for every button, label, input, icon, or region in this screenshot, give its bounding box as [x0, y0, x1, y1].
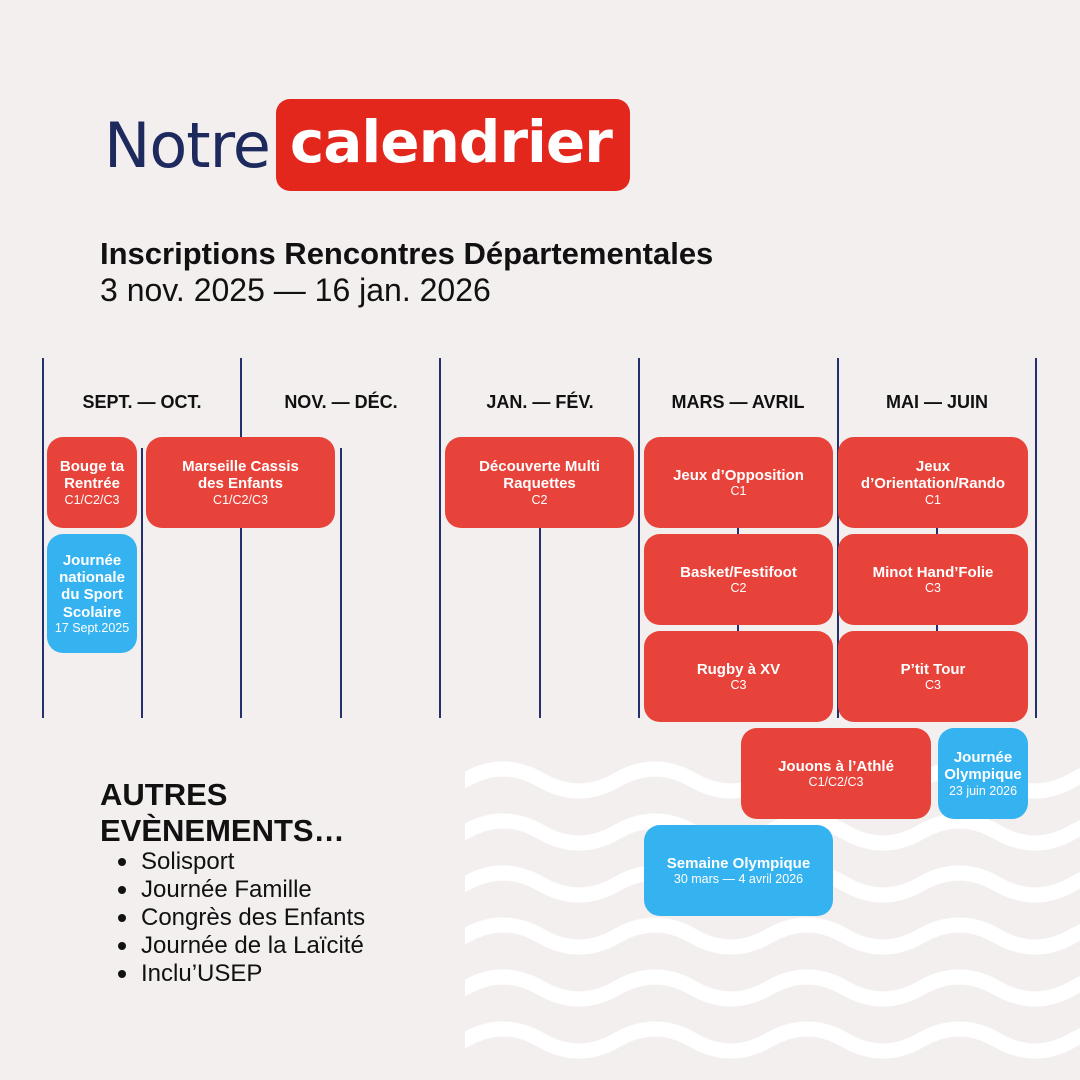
- event-cycle: C1: [730, 483, 747, 498]
- event-journee-sport-scolaire: [47, 534, 137, 653]
- other-events-title: AUTRES EVÈNEMENTS…: [100, 777, 345, 848]
- event-ptit-tour: [838, 631, 1028, 722]
- event-date: 17 Sept.2025: [54, 620, 130, 635]
- event-name: Jeux d’Opposition: [673, 466, 804, 484]
- event-decouverte-multi-raquettes: [445, 437, 634, 528]
- event-name: Journée Olympique: [944, 749, 1022, 784]
- event-name: Marseille Cassis des Enfants: [182, 458, 299, 493]
- event-name: Basket/Festifoot: [680, 563, 797, 581]
- event-name: Rugby à XV: [696, 660, 781, 678]
- month-header-jan-fev: JAN. — FÉV.: [486, 392, 594, 412]
- list-item: [118, 848, 365, 876]
- event-cycle: C1/C2/C3: [213, 492, 268, 507]
- list-item-label: Journée Famille: [141, 876, 312, 903]
- event-marseille-cassis: [146, 437, 335, 528]
- event-cycle: C3: [730, 677, 747, 692]
- bullet-icon: [118, 914, 126, 922]
- event-basket-festifoot: [644, 534, 833, 625]
- event-cycle: C1/C2/C3: [64, 492, 120, 507]
- event-bouge-ta-rentree: [47, 437, 137, 528]
- title-calendrier: calendrier: [276, 99, 630, 191]
- event-name: P’tit Tour: [900, 660, 966, 678]
- event-cycle: C2: [730, 580, 747, 595]
- bullet-icon: [118, 970, 126, 978]
- event-rugby-xv: [644, 631, 833, 722]
- list-item: [118, 876, 365, 904]
- event-name: Jouons à l’Athlé: [778, 757, 894, 775]
- list-item-label: Inclu’USEP: [141, 960, 263, 987]
- event-cycle: C3: [925, 580, 941, 595]
- list-item: [118, 932, 365, 960]
- event-semaine-olympique: [644, 825, 833, 916]
- list-item: [118, 960, 365, 988]
- title-notre: Notre: [104, 108, 270, 182]
- event-jouons-athle: [741, 728, 931, 819]
- event-cycle: C1: [925, 492, 941, 507]
- list-item-label: Solisport: [141, 848, 235, 875]
- event-name: Semaine Olympique: [666, 854, 811, 872]
- event-name: Journée nationale du Sport Scolaire: [59, 551, 125, 621]
- event-minot-hand-folie: [838, 534, 1028, 625]
- registration-dates: 3 nov. 2025 — 16 jan. 2026: [100, 272, 491, 308]
- timeline-line: [141, 448, 143, 718]
- event-date: 30 mars — 4 avril 2026: [673, 871, 804, 886]
- month-header-mai-juin: MAI — JUIN: [885, 392, 988, 412]
- month-header-mars-avril: MARS — AVRIL: [671, 392, 805, 412]
- event-cycle: C1/C2/C3: [808, 774, 864, 789]
- month-header-nov-dec: NOV. — DÉC.: [284, 392, 398, 412]
- event-jeux-opposition: [644, 437, 833, 528]
- registration-title: Inscriptions Rencontres Départementales: [100, 236, 714, 271]
- event-name: Minot Hand’Folie: [872, 563, 994, 581]
- list-item-label: Journée de la Laïcité: [141, 932, 364, 959]
- bullet-icon: [118, 858, 126, 866]
- page-title: [104, 102, 630, 188]
- month-header-sept-oct: SEPT. — OCT.: [82, 392, 202, 412]
- event-cycle: C2: [531, 492, 548, 507]
- list-item: [118, 904, 365, 932]
- event-journee-olympique: [938, 728, 1028, 819]
- list-item-label: Congrès des Enfants: [141, 904, 366, 931]
- event-cycle: C3: [925, 677, 941, 692]
- event-name: Bouge ta Rentrée: [59, 458, 125, 493]
- event-jeux-orientation-rando: [838, 437, 1028, 528]
- bullet-icon: [118, 942, 126, 950]
- other-events-list: [118, 848, 365, 988]
- event-date: 23 juin 2026: [948, 783, 1018, 798]
- bullet-icon: [118, 886, 126, 894]
- timeline-line: [340, 448, 342, 718]
- event-name: Jeux d’Orientation/Rando: [860, 458, 1006, 493]
- event-name: Découverte Multi Raquettes: [479, 458, 600, 493]
